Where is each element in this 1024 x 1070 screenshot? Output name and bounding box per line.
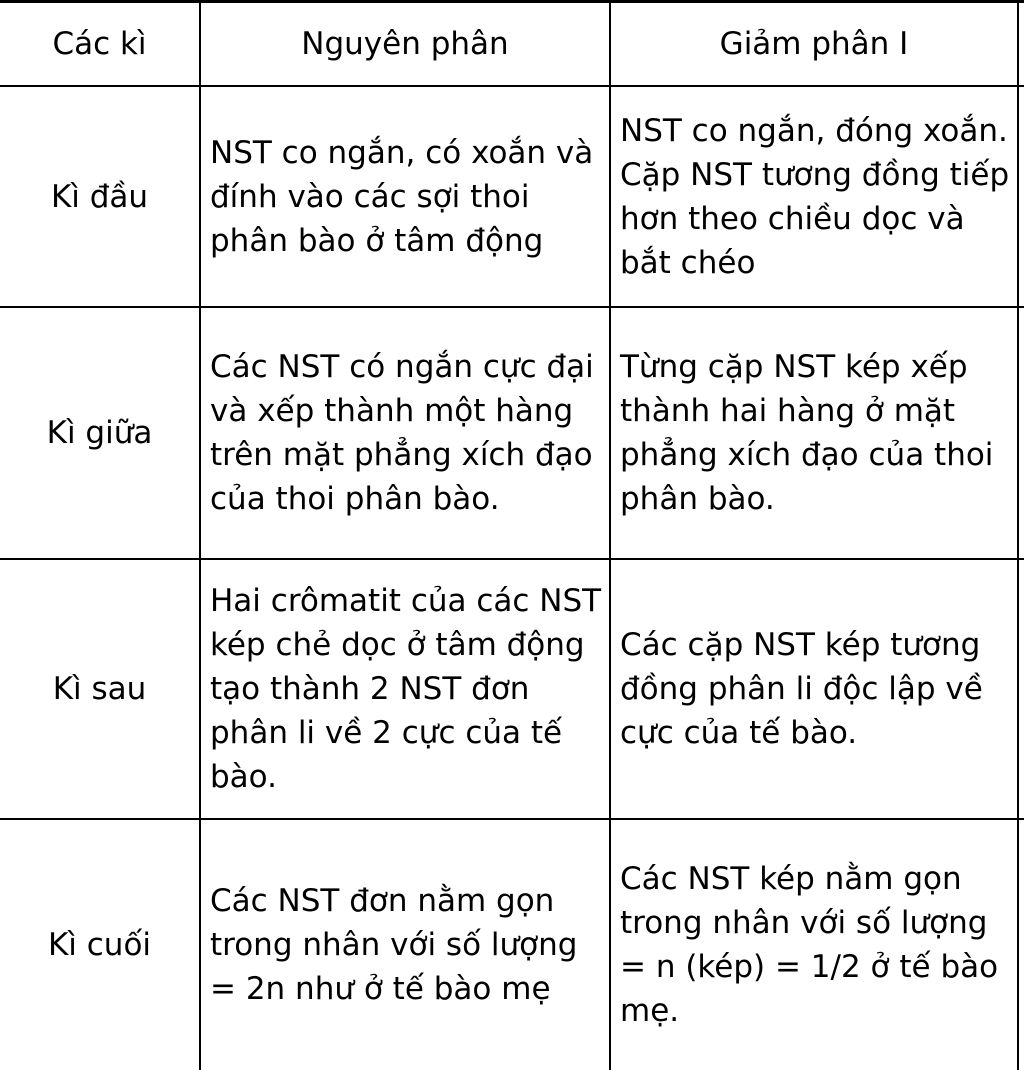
table-row-metaphase-mitosis [201,308,609,558]
table-row-prophase-phase [0,87,199,306]
table-row-telophase-mitosis [201,820,609,1070]
table-border-right [1017,0,1019,1070]
table-row-metaphase-phase [0,308,199,558]
mitosis-description: NST co ngắn, có xoắn và đính vào các sợi thoi phân bào ở tâm động [210,134,594,259]
header-meiosis-1 [611,3,1017,85]
table-row-telophase-phase [0,820,199,1070]
table-row-anaphase-meiosis-1 [611,560,1017,818]
header-mitosis-text: Nguyên phân [301,26,509,62]
phase-label: Kì cuối [47,927,152,963]
meiosis-1-description: Các cặp NST kép tương đồng phân li độc lập về cực của tế bào. [620,627,983,751]
table-row-metaphase-meiosis-1 [611,308,1017,558]
header-phase [0,3,199,85]
phase-label: Kì sau [52,671,147,707]
table-row-prophase-meiosis-1 [611,87,1017,306]
header-mitosis [201,3,609,85]
table-row-anaphase-phase [0,560,199,818]
header-meiosis-1-text: Giảm phân I [719,26,909,62]
mitosis-description: Các NST đơn nằm gọn trong nhân với số lượng = 2n như ở tế bào mẹ [210,883,578,1007]
phase-label: Kì giữa [46,415,153,451]
meiosis-1-description: Các NST kép nằm gọn trong nhân với số lượng = n (kép) = 1/2 ở tế bào mẹ. [620,861,999,1029]
header-phase-text: Các kì [52,26,147,62]
mitosis-description: Hai crômatit của các NST kép chẻ dọc ở tâm động tạo thành 2 NST đơn phân li về 2 cực của tế bào. [210,583,602,795]
meiosis-1-description: Từng cặp NST kép xếp thành hai hàng ở mặt phẳng xích đạo của thoi phân bào. [620,349,994,517]
phase-label: Kì đầu [50,178,149,215]
table-row-telophase-meiosis-1 [611,820,1017,1070]
meiosis-1-description: NST co ngắn, đóng xoắn. Cặp NST tương đồng tiếp hơn theo chiều dọc và bắt chéo [620,112,1010,281]
mitosis-description: Các NST có ngắn cực đại và xếp thành một hàng trên mặt phẳng xích đạo của thoi phân bào. [210,349,594,517]
table-row-anaphase-mitosis [201,560,609,818]
table-row-prophase-mitosis [201,87,609,306]
